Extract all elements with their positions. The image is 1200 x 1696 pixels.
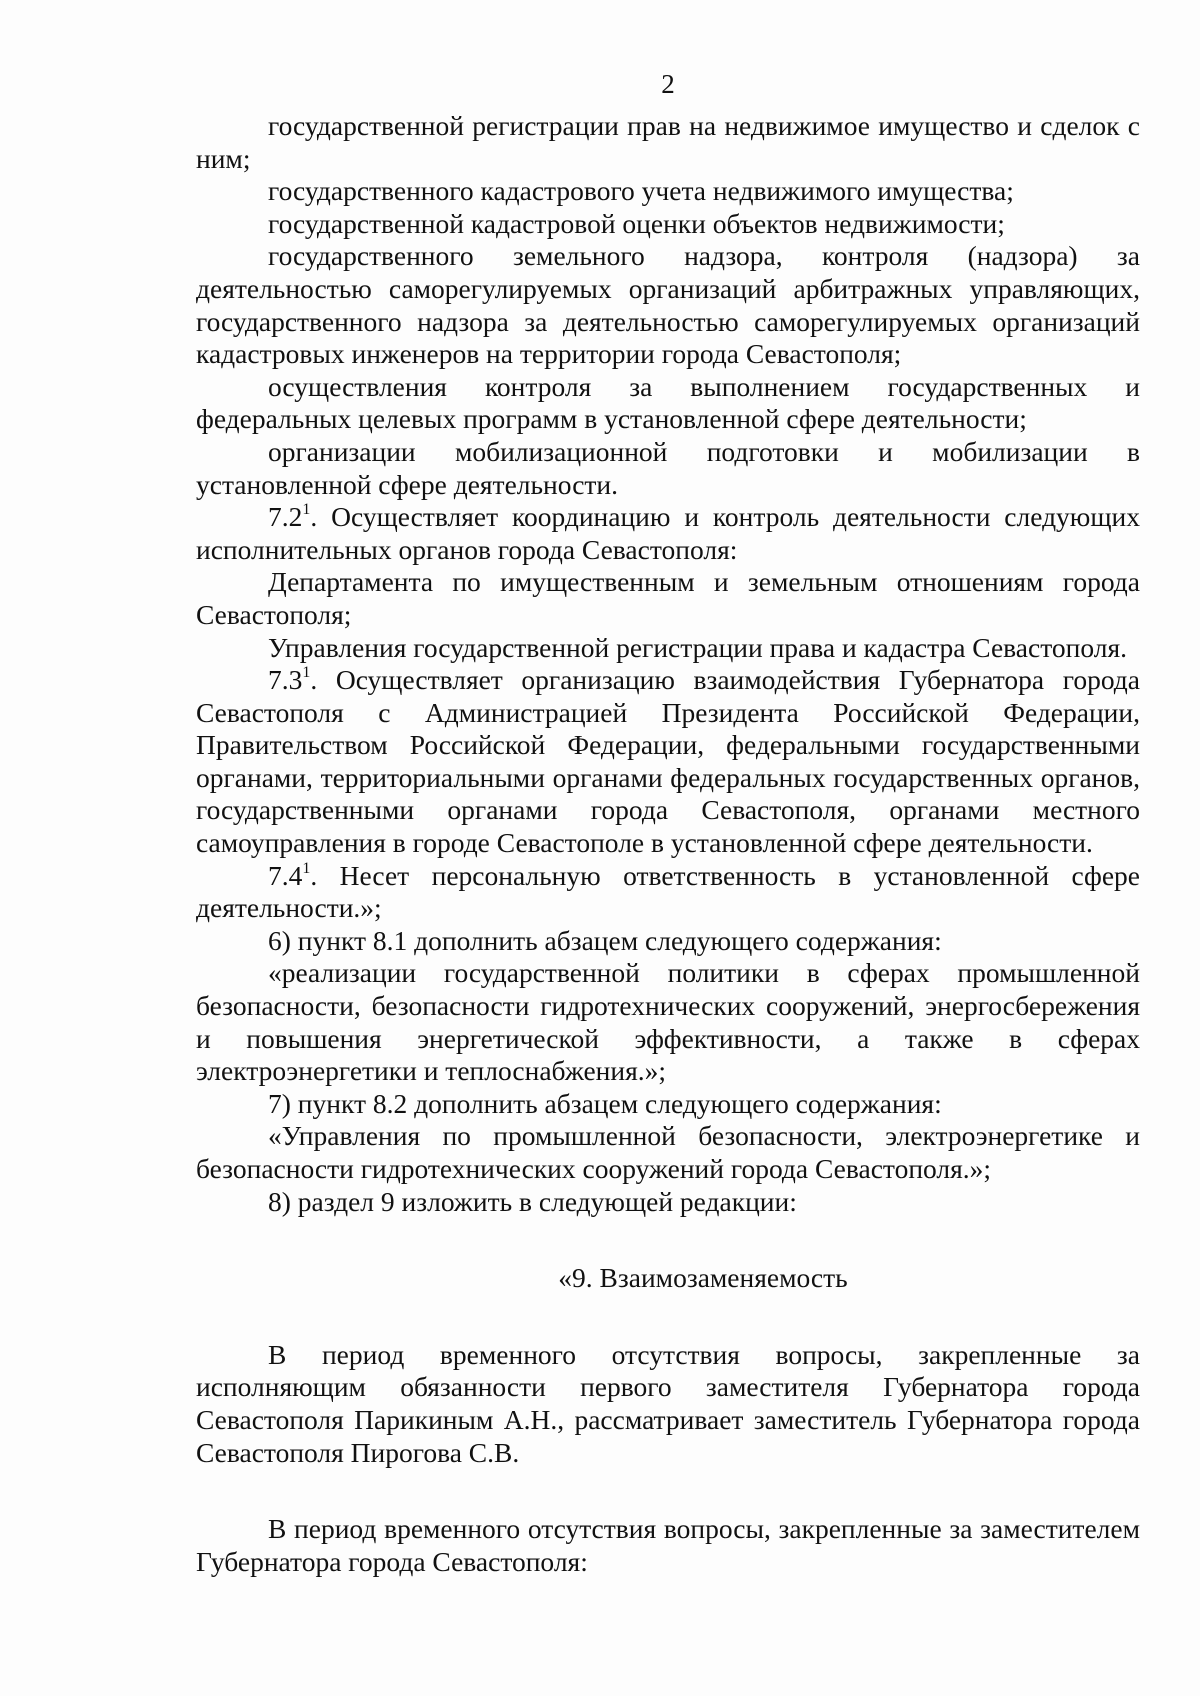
clause-7-3-number: 7.3 (268, 664, 303, 696)
item-7: 7) пункт 8.2 дополнить абзацем следующего содержания: (268, 1087, 942, 1119)
paragraph-absence-first-deputy: В период временного отсутствия вопросы, закрепленные за исполняющим обязанности первого заместителя Губернатора города Севастополя Парикиным А.Н., рассматривает заместитель Губернатора города Севастополя Пирогова С.В. (196, 1338, 1140, 1468)
section-heading: «9. Взаимозаменяемость (558, 1262, 848, 1294)
clause-7-3-superscript: 1 (302, 664, 311, 682)
clause-7-4 (196, 860, 1140, 925)
paragraph-cadastral-valuation: государственной кадастровой оценки объектов недвижимости; (268, 207, 1005, 239)
item-6-quote: «реализации государственной политики в сферах промышленной безопасности, безопасности гидротехнических сооружений, энергосбережения и повышения энергетической эффективности, а также в сферах электроэнергетики и теплоснабжения.»; (196, 957, 1140, 1087)
item-8: 8) раздел 9 изложить в следующей редакции: (268, 1185, 797, 1217)
clause-7-2-superscript: 1 (302, 501, 311, 519)
clause-7-3 (196, 664, 1140, 860)
clause-7-4-number: 7.4 (268, 859, 303, 891)
clause-7-2-number: 7.2 (268, 501, 303, 533)
document-body (196, 110, 1140, 1578)
paragraph-department-property: Департамента по имущественным и земельным отношениям города Севастополя; (196, 566, 1140, 630)
spacer (196, 1295, 1140, 1339)
paragraph-mobilization: организации мобилизационной подготовки и мобилизации в установленной сфере деятельности. (196, 435, 1140, 500)
clause-7-3-text: . Осуществляет организацию взаимодействия Губернатора города Севастополя с Администрацией Президента Российской Федерации, Правительством Российской Федерации, федеральными государственными органами, территориальными органами федеральных государственных органов, государственными органами города Севастополя, органами местного самоуправления в городе Севастополе в установленной сфере деятельности. (196, 664, 1140, 859)
paragraph-absence-deputy: В период временного отсутствия вопросы, закрепленные за заместителем Губернатора города Севастополя: (196, 1513, 1140, 1577)
paragraph-program-control: осуществления контроля за выполнением государственных и федеральных целевых программ в установленной сфере деятельности; (196, 370, 1140, 435)
paragraph-land-supervision: государственного земельного надзора, контроля (надзора) за деятельностью саморегулируемых организаций арбитражных управляющих, государственного надзора за деятельностью саморегулируемых организаций кадастровых инженеров на территории города Севастополя; (196, 240, 1140, 370)
clause-7-2 (196, 501, 1140, 566)
clause-7-4-text: . Несет персональную ответственность в установленной сфере деятельности.»; (196, 859, 1140, 924)
page-number: 2 (661, 69, 675, 99)
clause-7-2-text: . Осуществляет координацию и контроль деятельности следующих исполнительных органов города Севастополя: (196, 501, 1140, 565)
item-6: 6) пункт 8.1 дополнить абзацем следующего содержания: (268, 924, 942, 956)
clause-7-4-superscript: 1 (302, 859, 311, 877)
spacer (196, 1218, 1140, 1262)
paragraph-department-registration: Управления государственной регистрации права и кадастра Севастополя. (268, 631, 1127, 663)
paragraph-registration: государственной регистрации прав на недвижимое имущество и сделок с ним; (196, 110, 1140, 174)
item-7-quote: «Управления по промышленной безопасности, электроэнергетике и безопасности гидротехнических сооружений города Севастополя.»; (196, 1120, 1140, 1184)
spacer (196, 1469, 1140, 1513)
paragraph-cadastral-accounting: государственного кадастрового учета недвижимого имущества; (268, 175, 1014, 207)
